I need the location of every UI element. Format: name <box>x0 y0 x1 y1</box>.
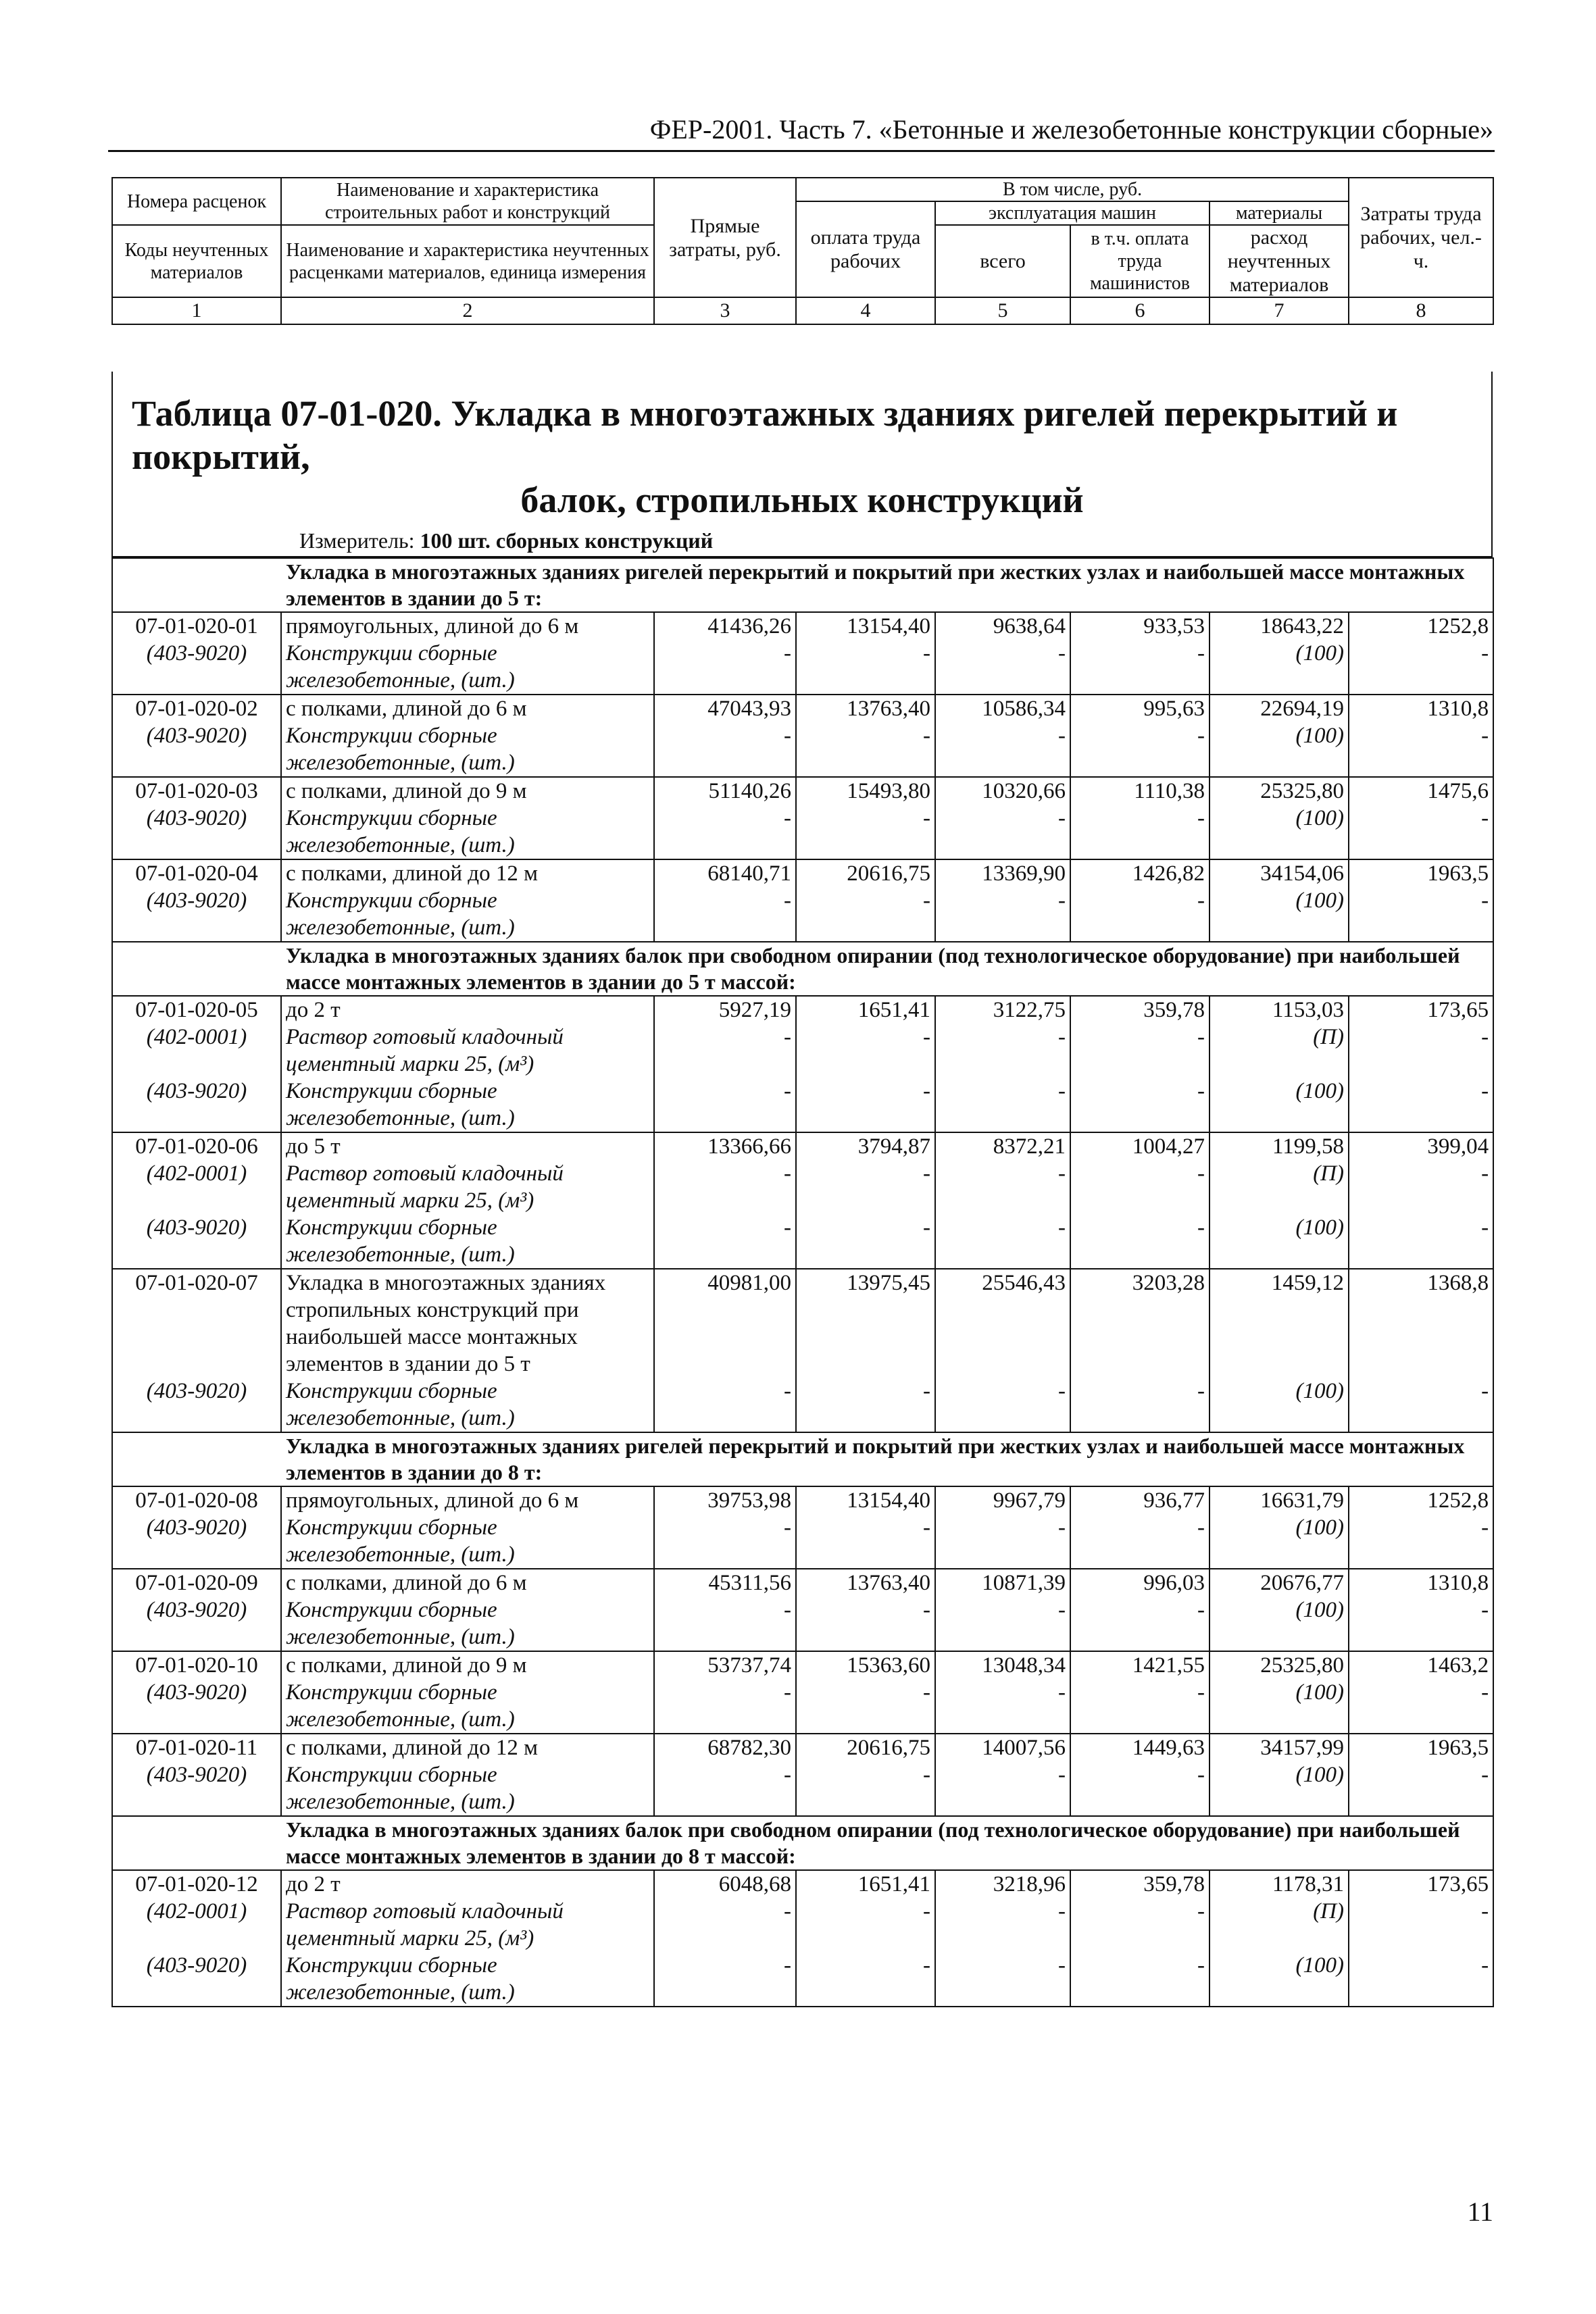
material-quantity: (100) <box>1210 1078 1349 1132</box>
material-dash: - <box>935 1679 1070 1734</box>
rate-name: с полками, длиной до 9 м <box>281 777 654 805</box>
table-title <box>126 392 1478 522</box>
rate-c4: 13975,45 <box>796 1269 935 1378</box>
meter-label: Измеритель: <box>299 528 415 553</box>
rate-name: прямоугольных, длиной до 6 м <box>281 612 654 640</box>
rates-table <box>111 557 1494 2007</box>
rate-c5: 10871,39 <box>935 1569 1070 1596</box>
rate-c5: 25546,43 <box>935 1269 1070 1378</box>
table-row <box>112 695 1493 722</box>
material-row <box>112 805 1493 859</box>
rate-c4: 15493,80 <box>796 777 935 805</box>
rate-code: 07-01-020-03 <box>112 777 281 805</box>
rate-c7: 25325,80 <box>1210 1651 1349 1679</box>
running-header: ФЕР-2001. Часть 7. «Бетонные и железобетонные конструкции сборные» <box>649 114 1493 145</box>
material-code: (403-9020) <box>112 1952 281 2007</box>
header-direct-costs: Прямые затраты, руб. <box>654 178 796 297</box>
rate-c5: 14007,56 <box>935 1734 1070 1761</box>
material-row <box>112 1514 1493 1569</box>
column-number: 4 <box>796 297 935 324</box>
rate-c6: 3203,28 <box>1070 1269 1210 1378</box>
rate-c4: 13154,40 <box>796 1486 935 1514</box>
material-dash: - <box>935 1160 1070 1214</box>
rate-c6: 359,78 <box>1070 1870 1210 1898</box>
rate-c3: 51140,26 <box>654 777 796 805</box>
material-dash: - <box>654 640 796 695</box>
rate-c6: 1426,82 <box>1070 859 1210 887</box>
material-row <box>112 1952 1493 2007</box>
rate-c7: 16631,79 <box>1210 1486 1349 1514</box>
column-number: 1 <box>112 297 281 324</box>
material-name: Раствор готовый кладочный цементный марки 25, (м³) <box>281 1160 654 1214</box>
column-header-table <box>111 177 1494 325</box>
material-dash: - <box>1070 722 1210 777</box>
material-code: (403-9020) <box>112 805 281 859</box>
rate-c8: 1310,8 <box>1349 695 1493 722</box>
rate-c8: 1252,8 <box>1349 612 1493 640</box>
rate-c8: 1463,2 <box>1349 1651 1493 1679</box>
rate-code: 07-01-020-11 <box>112 1734 281 1761</box>
material-dash: - <box>654 1214 796 1269</box>
material-row <box>112 1761 1493 1816</box>
material-row <box>112 1898 1493 1952</box>
page-number: 11 <box>1467 2196 1493 2227</box>
rate-c4: 20616,75 <box>796 859 935 887</box>
rate-c6: 996,03 <box>1070 1569 1210 1596</box>
column-number: 2 <box>281 297 654 324</box>
material-quantity: (100) <box>1210 1378 1349 1432</box>
material-dash: - <box>796 887 935 942</box>
header-work-name: Наименование и характеристика строительных работ и конструкций <box>281 178 654 225</box>
material-dash: - <box>1349 1952 1493 2007</box>
column-number: 7 <box>1210 297 1349 324</box>
material-dash: - <box>796 1024 935 1078</box>
rate-code: 07-01-020-12 <box>112 1870 281 1898</box>
material-dash: - <box>935 1514 1070 1569</box>
table-row <box>112 777 1493 805</box>
material-dash: - <box>1070 1024 1210 1078</box>
material-code: (403-9020) <box>112 887 281 942</box>
material-code: (402-0001) <box>112 1898 281 1952</box>
rate-c8: 173,65 <box>1349 1870 1493 1898</box>
material-row <box>112 640 1493 695</box>
rate-code: 07-01-020-06 <box>112 1132 281 1160</box>
material-row <box>112 1024 1493 1078</box>
material-dash: - <box>1070 1596 1210 1651</box>
group-header: Укладка в многоэтажных зданиях ригелей перекрытий и покрытий при жестких узлах и наибольшей массе монтажных элементов в здании до 5 т: <box>112 558 1493 612</box>
material-quantity: (100) <box>1210 1761 1349 1816</box>
material-row <box>112 1214 1493 1269</box>
rate-code: 07-01-020-07 <box>112 1269 281 1378</box>
rate-code: 07-01-020-05 <box>112 996 281 1024</box>
material-quantity: (100) <box>1210 805 1349 859</box>
rates-body <box>112 558 1493 2007</box>
material-dash: - <box>1349 1378 1493 1432</box>
table-title-line-2: балок, стропильных конструкций <box>520 480 1084 520</box>
material-dash: - <box>796 1679 935 1734</box>
material-dash: - <box>1070 1214 1210 1269</box>
rate-name: Укладка в многоэтажных зданиях стропильных конструкций при наибольшей массе монтажных элементов в здании до 5 т <box>281 1269 654 1378</box>
material-dash: - <box>935 640 1070 695</box>
rate-c4: 20616,75 <box>796 1734 935 1761</box>
material-dash: - <box>796 722 935 777</box>
material-dash: - <box>1070 1078 1210 1132</box>
table-row <box>112 1569 1493 1596</box>
rate-c3: 68782,30 <box>654 1734 796 1761</box>
material-name: Конструкции сборные железобетонные, (шт.) <box>281 887 654 942</box>
material-dash: - <box>1349 1214 1493 1269</box>
rate-c3: 41436,26 <box>654 612 796 640</box>
rate-c3: 6048,68 <box>654 1870 796 1898</box>
group-header-row <box>112 1816 1493 1870</box>
material-dash: - <box>796 1514 935 1569</box>
rate-c8: 1252,8 <box>1349 1486 1493 1514</box>
material-dash: - <box>935 1952 1070 2007</box>
material-dash: - <box>1349 805 1493 859</box>
rate-c8: 1963,5 <box>1349 859 1493 887</box>
rate-c5: 10586,34 <box>935 695 1070 722</box>
rate-c5: 3218,96 <box>935 1870 1070 1898</box>
rate-c8: 1310,8 <box>1349 1569 1493 1596</box>
material-code: (403-9020) <box>112 1514 281 1569</box>
material-quantity: (100) <box>1210 1952 1349 2007</box>
material-name: Конструкции сборные железобетонные, (шт.) <box>281 1596 654 1651</box>
material-dash: - <box>796 1378 935 1432</box>
table-row <box>112 1269 1493 1378</box>
material-name: Конструкции сборные железобетонные, (шт.) <box>281 722 654 777</box>
material-quantity: (П) <box>1210 1024 1349 1078</box>
table-row <box>112 1734 1493 1761</box>
group-header-row <box>112 558 1493 612</box>
material-dash: - <box>796 805 935 859</box>
header-material-names: Наименование и характеристика неучтенных расценками материалов, единица измерения <box>281 225 654 297</box>
rate-c7: 1459,12 <box>1210 1269 1349 1378</box>
material-dash: - <box>935 887 1070 942</box>
material-dash: - <box>1070 1898 1210 1952</box>
material-dash: - <box>796 1952 935 2007</box>
material-dash: - <box>935 722 1070 777</box>
rate-c3: 13366,66 <box>654 1132 796 1160</box>
material-dash: - <box>1070 640 1210 695</box>
material-code: (403-9020) <box>112 1214 281 1269</box>
rate-c5: 13369,90 <box>935 859 1070 887</box>
material-dash: - <box>935 1898 1070 1952</box>
header-materials: материалы <box>1210 201 1349 225</box>
rate-c6: 995,63 <box>1070 695 1210 722</box>
rate-c4: 3794,87 <box>796 1132 935 1160</box>
material-dash: - <box>654 1024 796 1078</box>
rate-name: с полками, длиной до 6 м <box>281 1569 654 1596</box>
rate-code: 07-01-020-10 <box>112 1651 281 1679</box>
material-quantity: (100) <box>1210 1679 1349 1734</box>
material-name: Конструкции сборные железобетонные, (шт.) <box>281 1514 654 1569</box>
material-dash: - <box>1349 1514 1493 1569</box>
table-title-line-1: Таблица 07-01-020. Укладка в многоэтажных зданиях ригелей перекрытий и покрытий, <box>132 393 1398 477</box>
material-dash: - <box>1070 1160 1210 1214</box>
rate-c3: 47043,93 <box>654 695 796 722</box>
material-quantity: (100) <box>1210 887 1349 942</box>
material-quantity: (100) <box>1210 1596 1349 1651</box>
material-dash: - <box>1349 1761 1493 1816</box>
rate-c7: 1199,58 <box>1210 1132 1349 1160</box>
material-dash: - <box>654 805 796 859</box>
rate-code: 07-01-020-09 <box>112 1569 281 1596</box>
table-row <box>112 1651 1493 1679</box>
material-dash: - <box>935 1024 1070 1078</box>
rate-c4: 1651,41 <box>796 996 935 1024</box>
material-dash: - <box>1349 1078 1493 1132</box>
material-dash: - <box>1349 887 1493 942</box>
material-quantity: (П) <box>1210 1160 1349 1214</box>
table-row <box>112 1486 1493 1514</box>
rate-c4: 13154,40 <box>796 612 935 640</box>
rate-c8: 1368,8 <box>1349 1269 1493 1378</box>
material-name: Конструкции сборные железобетонные, (шт.) <box>281 805 654 859</box>
material-name: Конструкции сборные железобетонные, (шт.) <box>281 1214 654 1269</box>
rate-c4: 13763,40 <box>796 1569 935 1596</box>
material-dash: - <box>1070 1952 1210 2007</box>
header-machines-total: всего <box>935 225 1070 297</box>
header-rate-numbers: Номера расценок <box>112 178 281 225</box>
material-dash: - <box>1070 1679 1210 1734</box>
material-code: (403-9020) <box>112 1679 281 1734</box>
material-dash: - <box>654 1514 796 1569</box>
material-quantity: (100) <box>1210 1214 1349 1269</box>
header-operators-pay: в т.ч. оплата труда машинистов <box>1070 225 1210 297</box>
material-name: Раствор готовый кладочный цементный марки 25, (м³) <box>281 1898 654 1952</box>
group-header-row <box>112 1432 1493 1486</box>
material-name: Конструкции сборные железобетонные, (шт.) <box>281 1952 654 2007</box>
material-dash: - <box>654 1596 796 1651</box>
material-dash: - <box>1070 805 1210 859</box>
material-dash: - <box>654 1160 796 1214</box>
rate-c8: 1475,6 <box>1349 777 1493 805</box>
rate-c5: 13048,34 <box>935 1651 1070 1679</box>
rate-c5: 9638,64 <box>935 612 1070 640</box>
meter-value: 100 шт. сборных конструкций <box>420 528 714 553</box>
material-row <box>112 887 1493 942</box>
material-dash: - <box>1070 887 1210 942</box>
material-name: Раствор готовый кладочный цементный марки 25, (м³) <box>281 1024 654 1078</box>
material-code: (402-0001) <box>112 1024 281 1078</box>
rate-c7: 25325,80 <box>1210 777 1349 805</box>
rate-c7: 22694,19 <box>1210 695 1349 722</box>
rate-c6: 1449,63 <box>1070 1734 1210 1761</box>
material-dash: - <box>935 1596 1070 1651</box>
material-name: Конструкции сборные железобетонные, (шт.) <box>281 1761 654 1816</box>
material-dash: - <box>796 1078 935 1132</box>
rate-c8: 1963,5 <box>1349 1734 1493 1761</box>
material-code: (403-9020) <box>112 722 281 777</box>
group-header: Укладка в многоэтажных зданиях балок при свободном опирании (под технологическое оборудование) при наибольшей массе монтажных элементов в здании до 5 т массой: <box>112 942 1493 996</box>
header-labor-hours: Затраты труда рабочих, чел.-ч. <box>1349 178 1493 297</box>
material-name: Конструкции сборные железобетонные, (шт.) <box>281 1679 654 1734</box>
material-code: (403-9020) <box>112 1078 281 1132</box>
table-row <box>112 1870 1493 1898</box>
material-dash: - <box>1349 1596 1493 1651</box>
material-dash: - <box>1070 1514 1210 1569</box>
header-workers-pay: оплата труда рабочих <box>796 201 935 297</box>
material-dash: - <box>654 1952 796 2007</box>
rate-name: до 5 т <box>281 1132 654 1160</box>
column-number: 8 <box>1349 297 1493 324</box>
material-dash: - <box>1070 1378 1210 1432</box>
rate-code: 07-01-020-02 <box>112 695 281 722</box>
rate-c7: 34157,99 <box>1210 1734 1349 1761</box>
rate-c3: 39753,98 <box>654 1486 796 1514</box>
rate-name: прямоугольных, длиной до 6 м <box>281 1486 654 1514</box>
material-dash: - <box>796 640 935 695</box>
material-dash: - <box>935 805 1070 859</box>
material-dash: - <box>935 1378 1070 1432</box>
material-dash: - <box>796 1596 935 1651</box>
rate-c5: 10320,66 <box>935 777 1070 805</box>
table-row <box>112 1132 1493 1160</box>
material-row <box>112 1378 1493 1432</box>
material-code: (403-9020) <box>112 1378 281 1432</box>
group-header-row <box>112 942 1493 996</box>
group-header: Укладка в многоэтажных зданиях ригелей перекрытий и покрытий при жестких узлах и наибольшей массе монтажных элементов в здании до 8 т: <box>112 1432 1493 1486</box>
material-dash: - <box>796 1898 935 1952</box>
rate-c4: 13763,40 <box>796 695 935 722</box>
column-number: 5 <box>935 297 1070 324</box>
group-header: Укладка в многоэтажных зданиях балок при свободном опирании (под технологическое оборудование) при наибольшей массе монтажных элементов в здании до 8 т массой: <box>112 1816 1493 1870</box>
rate-c5: 3122,75 <box>935 996 1070 1024</box>
table-row <box>112 612 1493 640</box>
rate-c6: 1421,55 <box>1070 1651 1210 1679</box>
rate-c5: 9967,79 <box>935 1486 1070 1514</box>
material-row <box>112 722 1493 777</box>
material-quantity: (П) <box>1210 1898 1349 1952</box>
rate-c6: 936,77 <box>1070 1486 1210 1514</box>
rate-c7: 1178,31 <box>1210 1870 1349 1898</box>
rate-name: с полками, длиной до 6 м <box>281 695 654 722</box>
material-dash: - <box>654 1078 796 1132</box>
rate-name: до 2 т <box>281 996 654 1024</box>
meter <box>299 528 1478 553</box>
material-dash: - <box>1070 1761 1210 1816</box>
rate-c7: 34154,06 <box>1210 859 1349 887</box>
material-row <box>112 1160 1493 1214</box>
rate-c8: 173,65 <box>1349 996 1493 1024</box>
header-material-codes: Коды неучтенных материалов <box>112 225 281 297</box>
column-number: 6 <box>1070 297 1210 324</box>
rate-c4: 1651,41 <box>796 1870 935 1898</box>
header-rule <box>108 150 1495 152</box>
table-block <box>111 372 1493 2007</box>
material-name: Конструкции сборные железобетонные, (шт.) <box>281 1078 654 1132</box>
rate-code: 07-01-020-01 <box>112 612 281 640</box>
rate-c3: 53737,74 <box>654 1651 796 1679</box>
header-machines: эксплуатация машин <box>935 201 1210 225</box>
material-dash: - <box>1349 1160 1493 1214</box>
material-dash: - <box>935 1214 1070 1269</box>
rate-c5: 8372,21 <box>935 1132 1070 1160</box>
material-dash: - <box>1349 1024 1493 1078</box>
rate-name: с полками, длиной до 9 м <box>281 1651 654 1679</box>
rate-c6: 1004,27 <box>1070 1132 1210 1160</box>
material-name: Конструкции сборные железобетонные, (шт.) <box>281 1378 654 1432</box>
rate-c7: 18643,22 <box>1210 612 1349 640</box>
material-code: (403-9020) <box>112 640 281 695</box>
material-dash: - <box>1349 722 1493 777</box>
rate-c3: 5927,19 <box>654 996 796 1024</box>
material-dash: - <box>654 887 796 942</box>
rate-c4: 15363,60 <box>796 1651 935 1679</box>
rate-code: 07-01-020-08 <box>112 1486 281 1514</box>
table-heading-box <box>111 372 1493 557</box>
rate-c6: 933,53 <box>1070 612 1210 640</box>
rate-name: до 2 т <box>281 1870 654 1898</box>
rate-name: с полками, длиной до 12 м <box>281 859 654 887</box>
rate-c7: 20676,77 <box>1210 1569 1349 1596</box>
header-including: В том числе, руб. <box>796 178 1349 201</box>
material-name: Конструкции сборные железобетонные, (шт.) <box>281 640 654 695</box>
material-row <box>112 1679 1493 1734</box>
table-row <box>112 859 1493 887</box>
rate-c3: 68140,71 <box>654 859 796 887</box>
material-dash: - <box>796 1160 935 1214</box>
material-code: (403-9020) <box>112 1596 281 1651</box>
material-dash: - <box>654 1898 796 1952</box>
rate-c3: 45311,56 <box>654 1569 796 1596</box>
rate-c6: 1110,38 <box>1070 777 1210 805</box>
material-dash: - <box>1349 1898 1493 1952</box>
column-numbers-row <box>112 297 1493 324</box>
material-dash: - <box>654 722 796 777</box>
material-dash: - <box>796 1761 935 1816</box>
rate-c3: 40981,00 <box>654 1269 796 1378</box>
header-material-consumption: расход неучтенных материалов <box>1210 225 1349 297</box>
column-number: 3 <box>654 297 796 324</box>
material-quantity: (100) <box>1210 722 1349 777</box>
material-dash: - <box>654 1761 796 1816</box>
material-dash: - <box>654 1378 796 1432</box>
rate-c7: 1153,03 <box>1210 996 1349 1024</box>
material-dash: - <box>796 1214 935 1269</box>
table-row <box>112 996 1493 1024</box>
material-code: (403-9020) <box>112 1761 281 1816</box>
material-quantity: (100) <box>1210 640 1349 695</box>
material-row <box>112 1596 1493 1651</box>
material-dash: - <box>935 1078 1070 1132</box>
material-quantity: (100) <box>1210 1514 1349 1569</box>
material-dash: - <box>1349 1679 1493 1734</box>
rate-name: с полками, длиной до 12 м <box>281 1734 654 1761</box>
material-dash: - <box>1349 640 1493 695</box>
rate-c6: 359,78 <box>1070 996 1210 1024</box>
material-dash: - <box>935 1761 1070 1816</box>
material-row <box>112 1078 1493 1132</box>
material-code: (402-0001) <box>112 1160 281 1214</box>
rate-code: 07-01-020-04 <box>112 859 281 887</box>
material-dash: - <box>654 1679 796 1734</box>
rate-c8: 399,04 <box>1349 1132 1493 1160</box>
